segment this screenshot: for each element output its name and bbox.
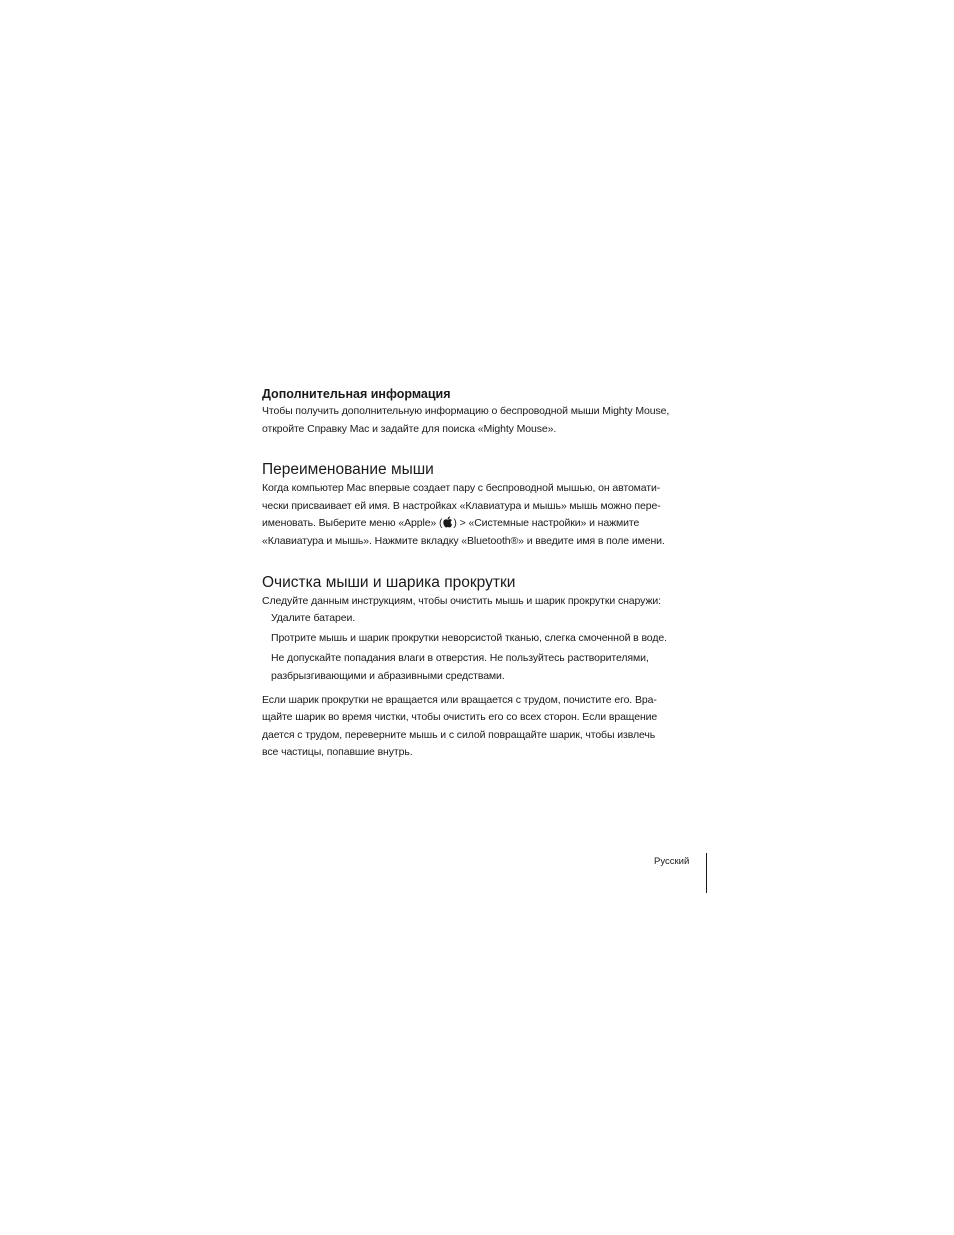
text-line: «Клавиатура и мышь». Нажмите вкладку «Bluetooth®» и введите имя в поле имени.: [262, 534, 665, 547]
text-line: дается с трудом, переверните мышь и с силой повращайте шарик, чтобы извлечь: [262, 728, 656, 741]
text-line: Удалите батареи.: [271, 612, 356, 625]
text-line: чески присваивает ей имя. В настройках «Клавиатура и мышь» мышь можно пере-: [262, 499, 661, 512]
cleaning-steps-list: [262, 610, 722, 685]
text-line: Не допускайте попадания влаги в отверстия. Не пользуйтесь растворителями,: [271, 652, 649, 665]
text-line: щайте шарик во время чистки, чтобы очистить его со всех сторон. Если вращение: [262, 711, 658, 724]
page-content: [262, 385, 722, 762]
text-line: откройте Справку Mac и задайте для поиска «Mighty Mouse».: [262, 422, 557, 435]
text-fragment: именовать. Выберите меню «Apple» (: [262, 517, 443, 530]
list-item: [271, 650, 722, 685]
text-line: разбрызгивающими и абразивными средствами.: [271, 669, 505, 682]
section-rename: [262, 460, 722, 550]
text-line: Если шарик прокрутки не вращается или вращается с трудом, почистите его. Вра-: [262, 693, 657, 706]
text-fragment: ) > «Системные настройки» и нажмите: [453, 517, 640, 530]
section-cleaning: [262, 573, 722, 762]
paragraph-cleaning-intro: Следуйте данным инструкциям, чтобы очистить мышь и шарик прокрутки снаружи:: [262, 594, 661, 607]
list-item: [271, 610, 722, 628]
text-line: Когда компьютер Mac впервые создает пару с беспроводной мышью, он автомати-: [262, 482, 661, 495]
paragraph-rename: [262, 480, 722, 550]
section-more-info: [262, 385, 722, 438]
footer-divider: [706, 853, 707, 893]
section-heading-more-info: Дополнительная информация: [262, 387, 451, 401]
footer-language-label: Русский: [654, 856, 690, 867]
text-line: [262, 515, 722, 533]
list-item: [271, 630, 722, 648]
apple-logo-icon: [442, 516, 453, 528]
paragraph-more-info: [262, 403, 722, 438]
paragraph-cleaning-closing: [262, 692, 722, 762]
text-line: Протрите мышь и шарик прокрутки неворсистой тканью, слегка смоченной в воде.: [271, 632, 667, 645]
section-heading-cleaning: Очистка мыши и шарика прокрутки: [262, 573, 516, 591]
text-line: все частицы, попавшие внутрь.: [262, 746, 413, 759]
text-line: Чтобы получить дополнительную информацию о беспроводной мыши Mighty Mouse,: [262, 405, 670, 417]
section-heading-rename: Переименование мыши: [262, 461, 434, 479]
